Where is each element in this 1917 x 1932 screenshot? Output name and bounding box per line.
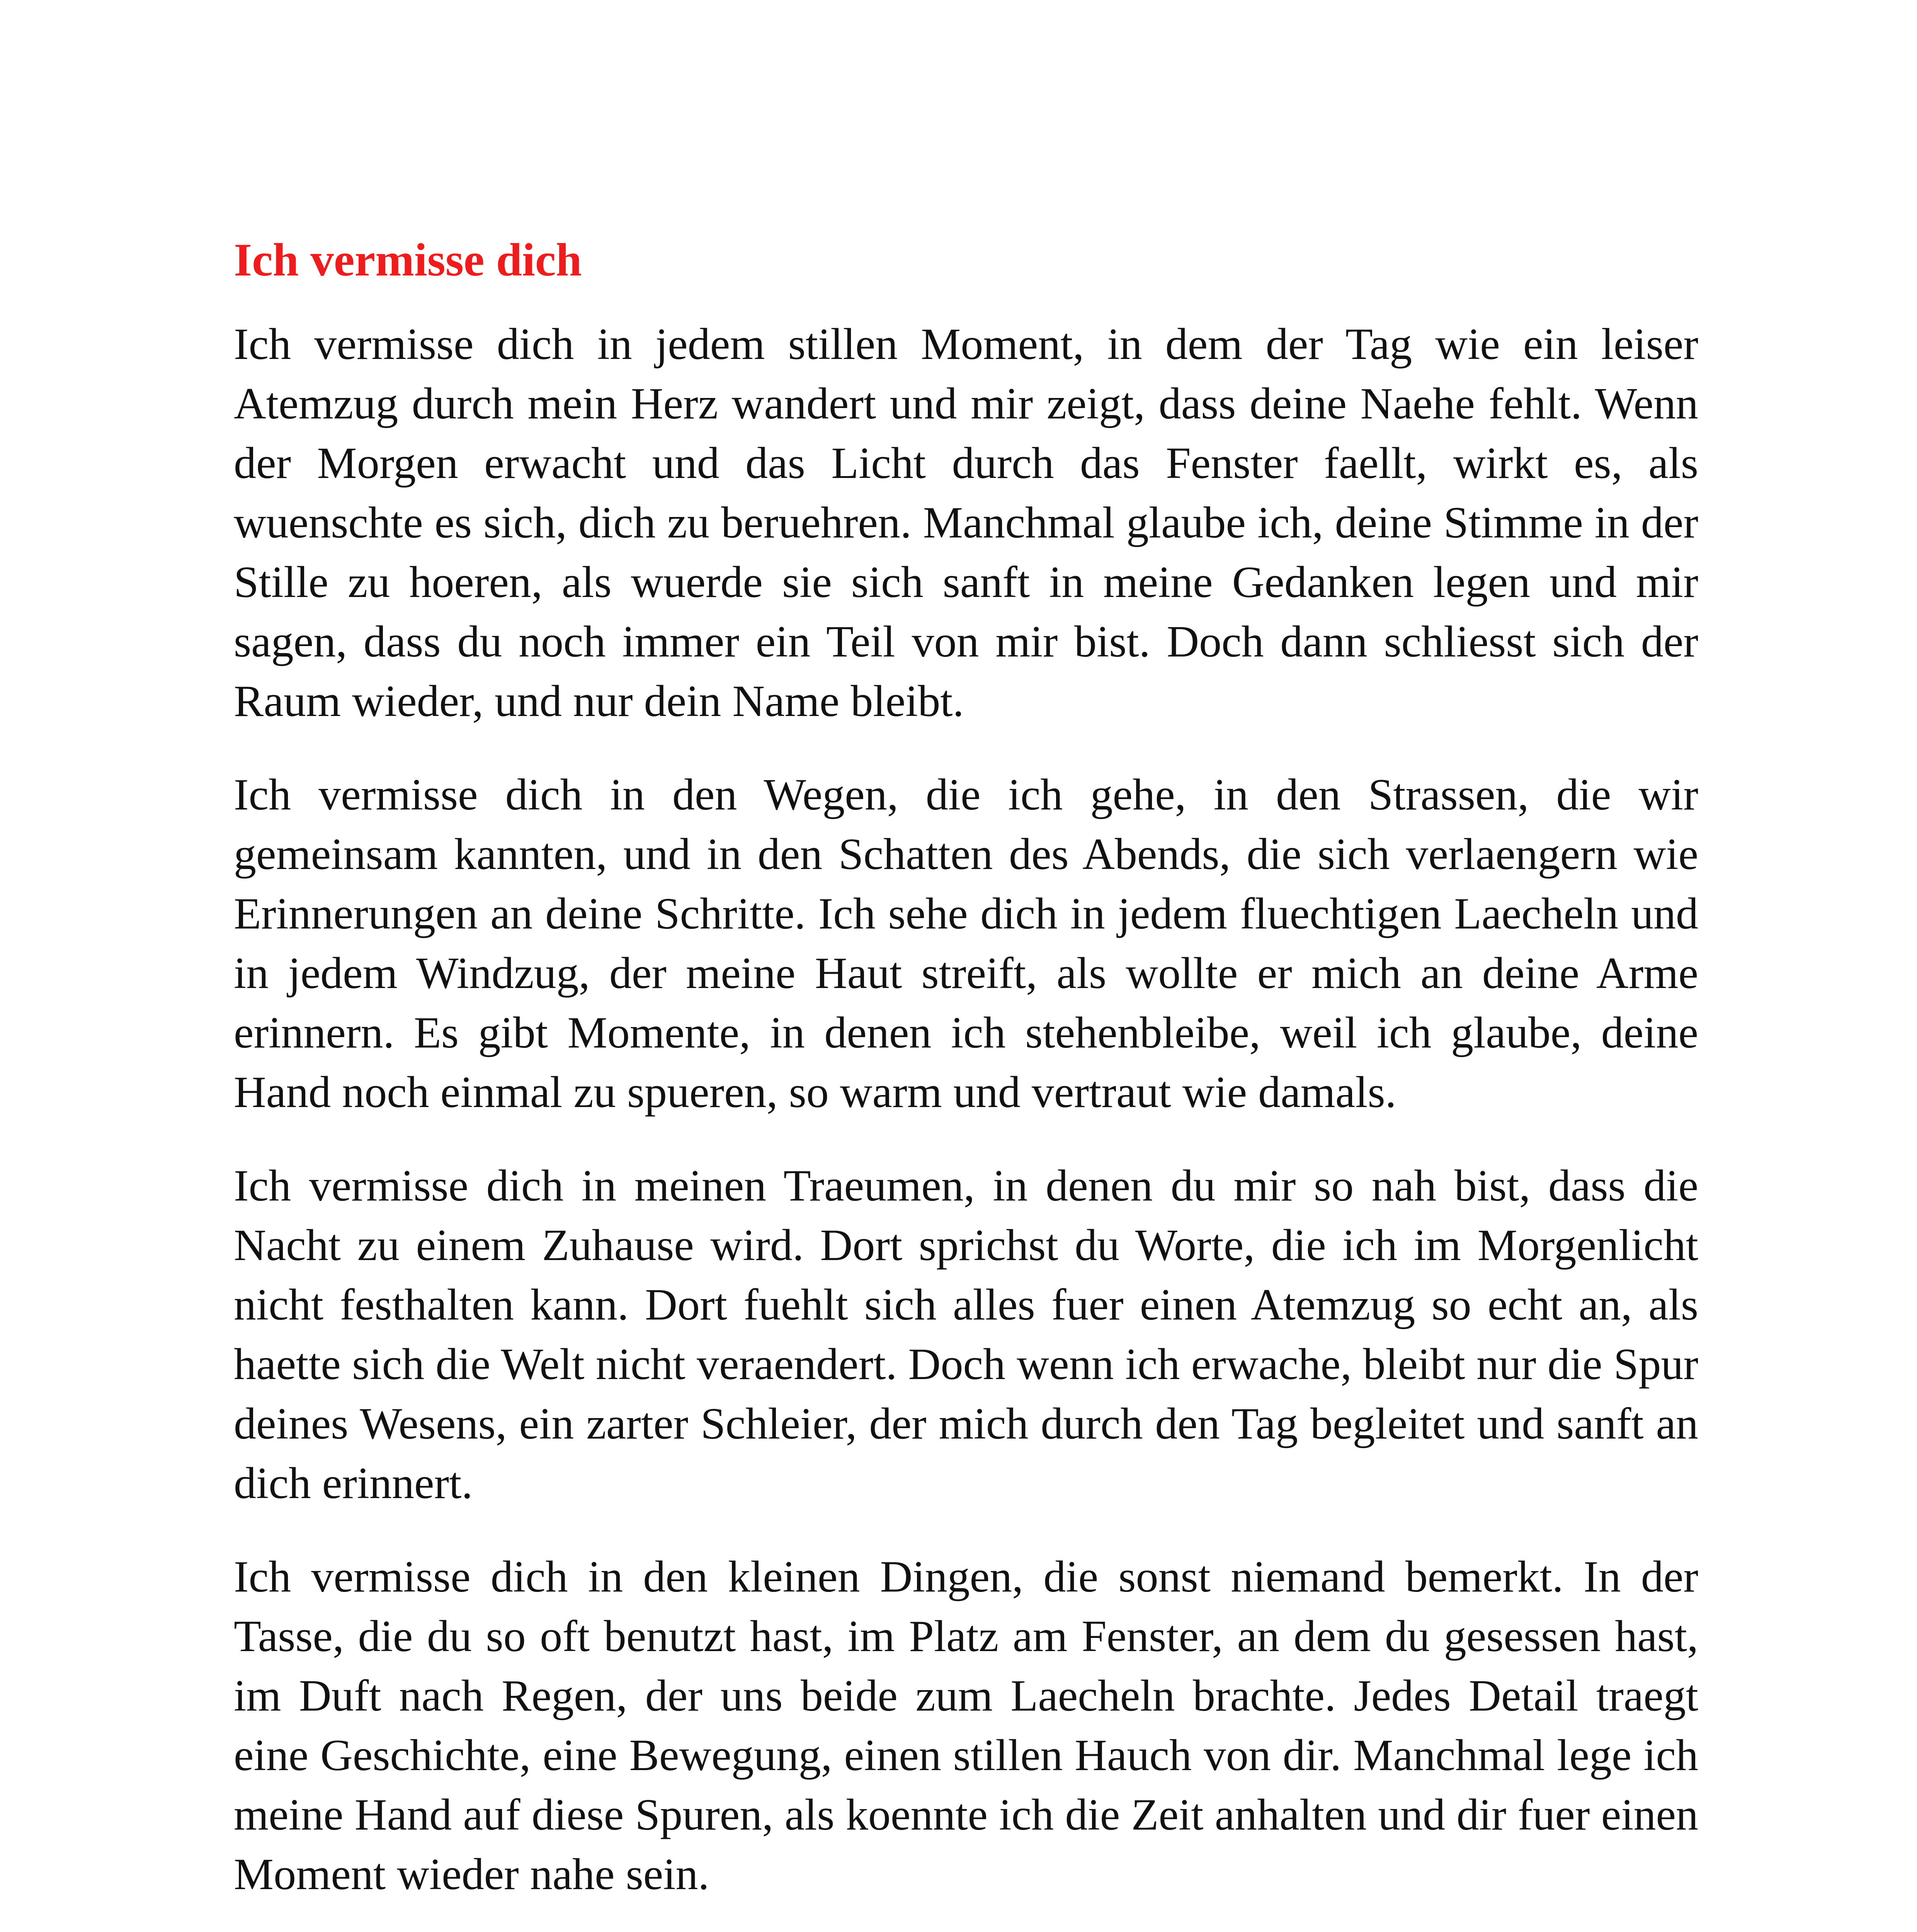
paragraph-2: Ich vermisse dich in den Wegen, die ich gehe, in den Strassen, die wir gemeinsam kannten, und in den Schatten des Abends, die sich verlaengern wie Erinnerungen an deine Schritte. Ich sehe dich in jedem fluechtigen Laecheln und in jedem Windzug, der meine Haut streift, als wollte er mich an deine Arme erinnern. Es gibt Momente, in denen ich stehenbleibe, weil ich glaube, deine Hand noch einmal zu spueren, so warm und vertraut wie damals. — [234, 770, 1698, 1117]
paragraph-4: Ich vermisse dich in den kleinen Dingen, die sonst niemand bemerkt. In der Tasse, die du so oft benutzt hast, im Platz am Fenster, an dem du gesessen hast, im Duft nach Regen, der uns beide zum Laecheln brachte. Jedes Detail traegt eine Geschichte, eine Bewegung, einen stillen Hauch von dir. Manchmal lege ich meine Hand auf diese Spuren, als koennte ich die Zeit anhalten und dir fuer einen Moment wieder nahe sein. — [234, 1552, 1698, 1899]
page-title: Ich vermisse dich — [234, 234, 582, 286]
page-content — [234, 231, 1698, 1932]
paragraph-1: Ich vermisse dich in jedem stillen Moment, in dem der Tag wie ein leiser Atemzug durch mein Herz wandert und mir zeigt, dass deine Naehe fehlt. Wenn der Morgen erwacht und das Licht durch das Fenster faellt, wirkt es, als wuenschte es sich, dich zu beruehren. Manchmal glaube ich, deine Stimme in der Stille zu hoeren, als wuerde sie sich sanft in meine Gedanken legen und mir sagen, dass du noch immer ein Teil von mir bist. Doch dann schliesst sich der Raum wieder, und nur dein Name bleibt. — [234, 320, 1698, 726]
paragraph-3: Ich vermisse dich in meinen Traeumen, in denen du mir so nah bist, dass die Nacht zu einem Zuhause wird. Dort sprichst du Worte, die ich im Morgenlicht nicht festhalten kann. Dort fuehlt sich alles fuer einen Atemzug so echt an, als haette sich die Welt nicht veraendert. Doch wenn ich erwache, bleibt nur die Spur deines Wesens, ein zarter Schleier, der mich durch den Tag begleitet und sanft an dich erinnert. — [234, 1161, 1698, 1508]
